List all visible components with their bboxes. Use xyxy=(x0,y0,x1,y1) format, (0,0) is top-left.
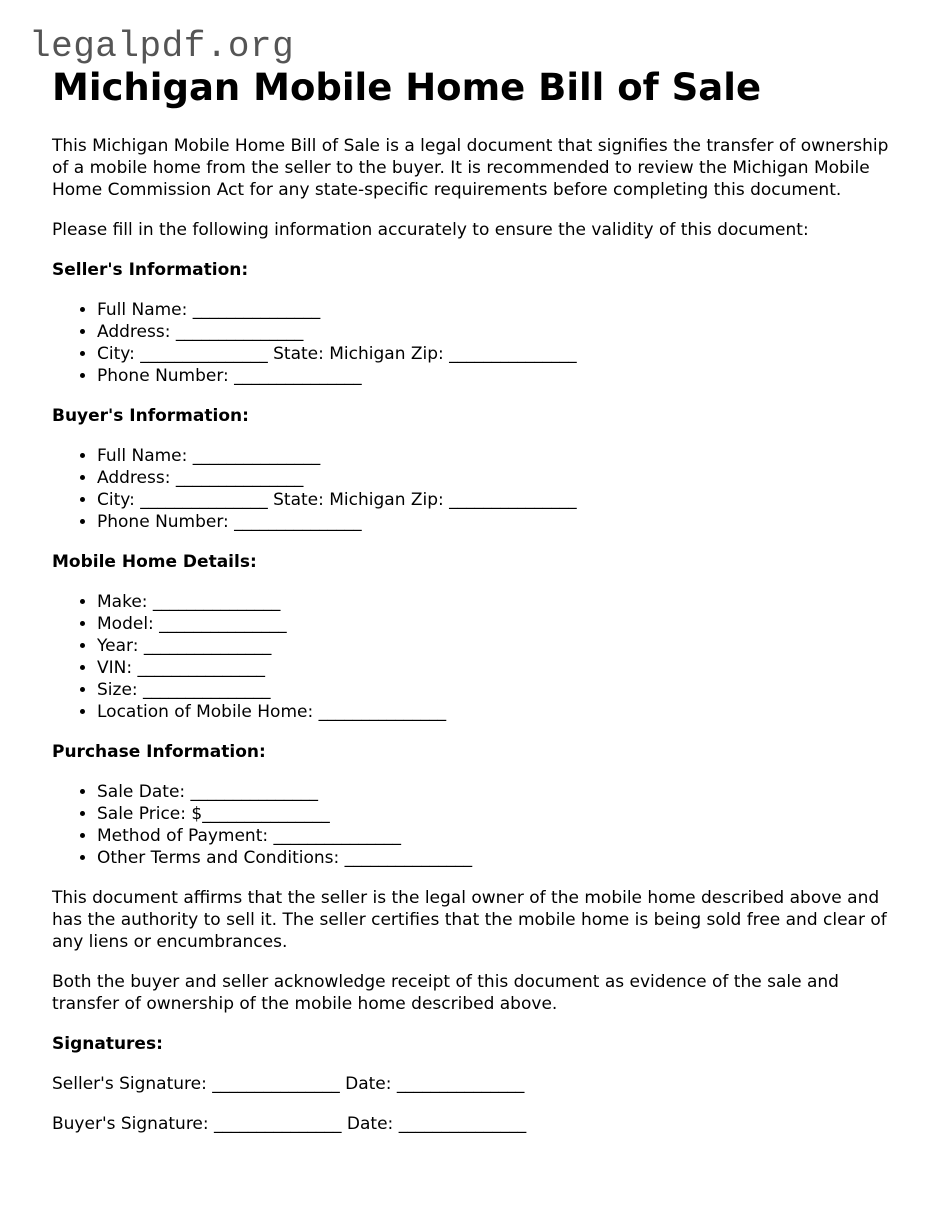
purchase-section-heading: Purchase Information: xyxy=(52,742,266,762)
home-details-heading: Mobile Home Details: xyxy=(52,552,257,572)
buyer-address-field[interactable]: • Address: _______________ xyxy=(97,467,902,489)
sale-price-field[interactable]: • Sale Price: $_______________ xyxy=(97,803,902,825)
home-size-field[interactable]: • Size: _______________ xyxy=(97,679,902,701)
signatures-heading: Signatures: xyxy=(52,1034,163,1054)
buyer-full-name-field[interactable]: • Full Name: _______________ xyxy=(97,445,902,467)
home-vin-field[interactable]: • VIN: _______________ xyxy=(97,657,902,679)
home-year-field[interactable]: • Year: _______________ xyxy=(97,635,902,657)
seller-address-field[interactable]: • Address: _______________ xyxy=(97,321,902,343)
home-location-field[interactable]: • Location of Mobile Home: _______________ xyxy=(97,701,902,723)
acknowledgement-paragraph: Both the buyer and seller acknowledge receipt of this document as evidence of the sale and transfer of ownership of the mobile home described above. xyxy=(52,972,839,1014)
home-details-list xyxy=(52,591,902,723)
payment-method-field[interactable]: • Method of Payment: _______________ xyxy=(97,825,902,847)
buyer-section-heading: Buyer's Information: xyxy=(52,406,249,426)
watermark-text: legalpdf.org xyxy=(29,26,295,67)
document-body xyxy=(52,66,902,1153)
seller-full-name-field[interactable]: • Full Name: _______________ xyxy=(97,299,902,321)
seller-phone-field[interactable]: • Phone Number: _______________ xyxy=(97,365,902,387)
buyer-signature-line[interactable]: Buyer's Signature: _______________ Date: _______________ xyxy=(52,1114,527,1134)
buyer-city-state-zip-field[interactable]: • City: _______________ State: Michigan Zip: _______________ xyxy=(97,489,902,511)
affirmation-paragraph: This document affirms that the seller is the legal owner of the mobile home described above and has the authority to sell it. The seller certifies that the mobile home is being sold free and clear of any liens or encumbrances. xyxy=(52,888,887,952)
buyer-fields-list xyxy=(52,445,902,533)
seller-city-state-zip-field[interactable]: • City: _______________ State: Michigan Zip: _______________ xyxy=(97,343,902,365)
buyer-phone-field[interactable]: • Phone Number: _______________ xyxy=(97,511,902,533)
seller-fields-list xyxy=(52,299,902,387)
intro-paragraph: This Michigan Mobile Home Bill of Sale is a legal document that signifies the transfer of ownership of a mobile home from the seller to the buyer. It is recommended to review the Michigan Mobile Home Commission Act for any state-specific requirements before completing this document. xyxy=(52,136,889,200)
document-title: Michigan Mobile Home Bill of Sale xyxy=(52,66,762,109)
sale-date-field[interactable]: • Sale Date: _______________ xyxy=(97,781,902,803)
purchase-fields-list xyxy=(52,781,902,869)
instruction-paragraph: Please fill in the following information accurately to ensure the validity of this document: xyxy=(52,220,809,240)
home-make-field[interactable]: • Make: _______________ xyxy=(97,591,902,613)
seller-signature-line[interactable]: Seller's Signature: _______________ Date: _______________ xyxy=(52,1074,525,1094)
home-model-field[interactable]: • Model: _______________ xyxy=(97,613,902,635)
other-terms-field[interactable]: • Other Terms and Conditions: _______________ xyxy=(97,847,902,869)
seller-section-heading: Seller's Information: xyxy=(52,260,249,280)
